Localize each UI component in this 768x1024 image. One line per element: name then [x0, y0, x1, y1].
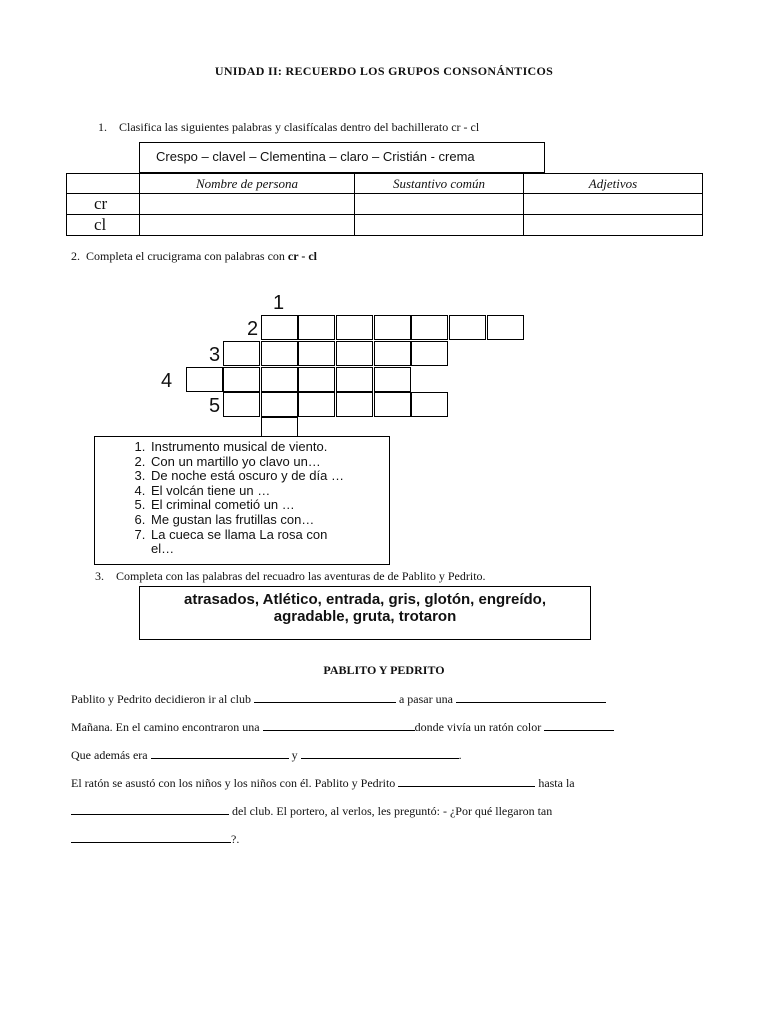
q1-instruction — [98, 120, 479, 135]
crossword-cell[interactable] — [374, 315, 411, 340]
crossword-cell[interactable] — [298, 315, 335, 340]
answer-cell[interactable] — [355, 215, 524, 236]
crossword-cell[interactable] — [411, 392, 448, 417]
crossword-cell[interactable] — [336, 315, 373, 340]
clue-item: 2. Con un martillo yo clavo un… — [149, 455, 389, 470]
answer-cell[interactable] — [140, 215, 355, 236]
header-nombre-de-persona: Nombre de persona — [140, 174, 355, 194]
clue-item: 7. La cueca se llama La rosa con el… — [149, 528, 389, 557]
crossword-cell[interactable] — [374, 392, 411, 417]
crossword-number-3: 3 — [209, 344, 221, 366]
q3-number: 3. — [95, 569, 104, 583]
crossword-cell[interactable] — [261, 315, 298, 340]
answer-cell[interactable] — [355, 194, 524, 215]
story-line: Mañana. En el camino encontraron una donde vivía un ratón color — [71, 720, 614, 735]
clue-item: 6. Me gustan las frutillas con… — [149, 513, 389, 528]
table-corner-cell — [67, 174, 140, 194]
clues-list — [95, 440, 389, 557]
crossword-cell[interactable] — [298, 367, 335, 392]
story-blank[interactable] — [71, 832, 231, 843]
story-blank[interactable] — [544, 720, 614, 731]
story-blank[interactable] — [71, 804, 229, 815]
story-line: del club. El portero, al verlos, les preguntó: - ¿Por qué llegaron tan — [71, 804, 552, 819]
crossword-number-4: 4 — [161, 370, 173, 392]
crossword-cell[interactable] — [186, 367, 223, 392]
crossword-cell[interactable] — [411, 315, 448, 340]
crossword-cell[interactable] — [261, 392, 298, 417]
story-title: PABLITO Y PEDRITO — [323, 663, 445, 677]
crossword-cell[interactable] — [411, 341, 448, 366]
crossword-cell[interactable] — [487, 315, 524, 340]
q1-words: Crespo – clavel – Clementina – claro – Cristián - crema — [156, 149, 475, 164]
answer-cell[interactable] — [524, 215, 703, 236]
crossword-number-5: 5 — [209, 395, 221, 417]
header-sustantivo-comun: Sustantivo común — [355, 174, 524, 194]
crossword-cell[interactable] — [298, 392, 335, 417]
crossword-cell[interactable] — [336, 392, 373, 417]
story-line: Que además era y . — [71, 748, 462, 762]
crossword-cell[interactable] — [223, 341, 260, 366]
q1-word-box — [139, 142, 545, 173]
story-blank[interactable] — [151, 748, 289, 759]
crossword-number-2: 2 — [247, 318, 259, 340]
crossword-cell[interactable] — [336, 367, 373, 392]
clue-item: 1. Instrumento musical de viento. — [149, 440, 389, 455]
row-label-cl: cl — [67, 215, 140, 236]
crossword-cell[interactable] — [374, 367, 411, 392]
story-line: El ratón se asustó con los niños y los niños con él. Pablito y Pedrito hasta la — [71, 776, 575, 790]
story-blank[interactable] — [456, 692, 606, 703]
crossword-cell[interactable] — [298, 341, 335, 366]
page-title: UNIDAD II: RECUERDO LOS GRUPOS CONSONÁNTICOS — [214, 64, 554, 78]
story-line: ?. — [71, 832, 239, 847]
q3-instruction — [95, 569, 486, 584]
answer-cell[interactable] — [140, 194, 355, 215]
word-bank — [139, 586, 591, 640]
q2-text: Completa el crucigrama con palabras con — [86, 249, 288, 263]
crossword-cell[interactable] — [336, 341, 373, 366]
row-label-cr: cr — [67, 194, 140, 215]
q2-number: 2. — [71, 249, 80, 263]
table-row — [67, 215, 703, 236]
story-blank[interactable] — [254, 692, 396, 703]
q1-number: 1. — [98, 120, 107, 134]
table-row — [67, 194, 703, 215]
crossword-cell[interactable] — [223, 367, 260, 392]
answer-cell[interactable] — [524, 194, 703, 215]
q3-text: Completa con las palabras del recuadro las aventuras de de Pablito y Pedrito. — [116, 569, 486, 583]
clue-item: 3. De noche está oscuro y de día … — [149, 469, 389, 484]
q2-bold: cr - cl — [287, 249, 318, 263]
story-blank[interactable] — [398, 776, 535, 787]
crossword-cell[interactable] — [223, 392, 260, 417]
word-bank-line: atrasados, Atlético, entrada, gris, glotón, engreído, — [183, 591, 546, 608]
clue-item: 4. El volcán tiene un … — [149, 484, 389, 499]
crossword-cell[interactable] — [374, 341, 411, 366]
clues-box — [94, 436, 390, 565]
crossword-cell[interactable] — [261, 341, 298, 366]
crossword-cell[interactable] — [449, 315, 486, 340]
clue-item: 5. El criminal cometió un … — [149, 498, 389, 513]
story-blank[interactable] — [263, 720, 415, 731]
header-adjetivos: Adjetivos — [524, 174, 703, 194]
table-header-row — [67, 174, 703, 194]
story-blank[interactable] — [301, 748, 459, 759]
story-line: Pablito y Pedrito decidieron ir al club a pasar una — [71, 692, 606, 707]
crossword-cell[interactable] — [261, 417, 298, 437]
q1-text: Clasifica las siguientes palabras y clasifícalas dentro del bachillerato cr - cl — [119, 120, 480, 134]
crossword-number-1: 1 — [273, 292, 285, 314]
crossword-cell[interactable] — [261, 367, 298, 392]
q2-instruction — [71, 249, 317, 264]
word-bank-line: agradable, gruta, trotaron — [273, 608, 457, 625]
classification-table — [66, 173, 703, 236]
